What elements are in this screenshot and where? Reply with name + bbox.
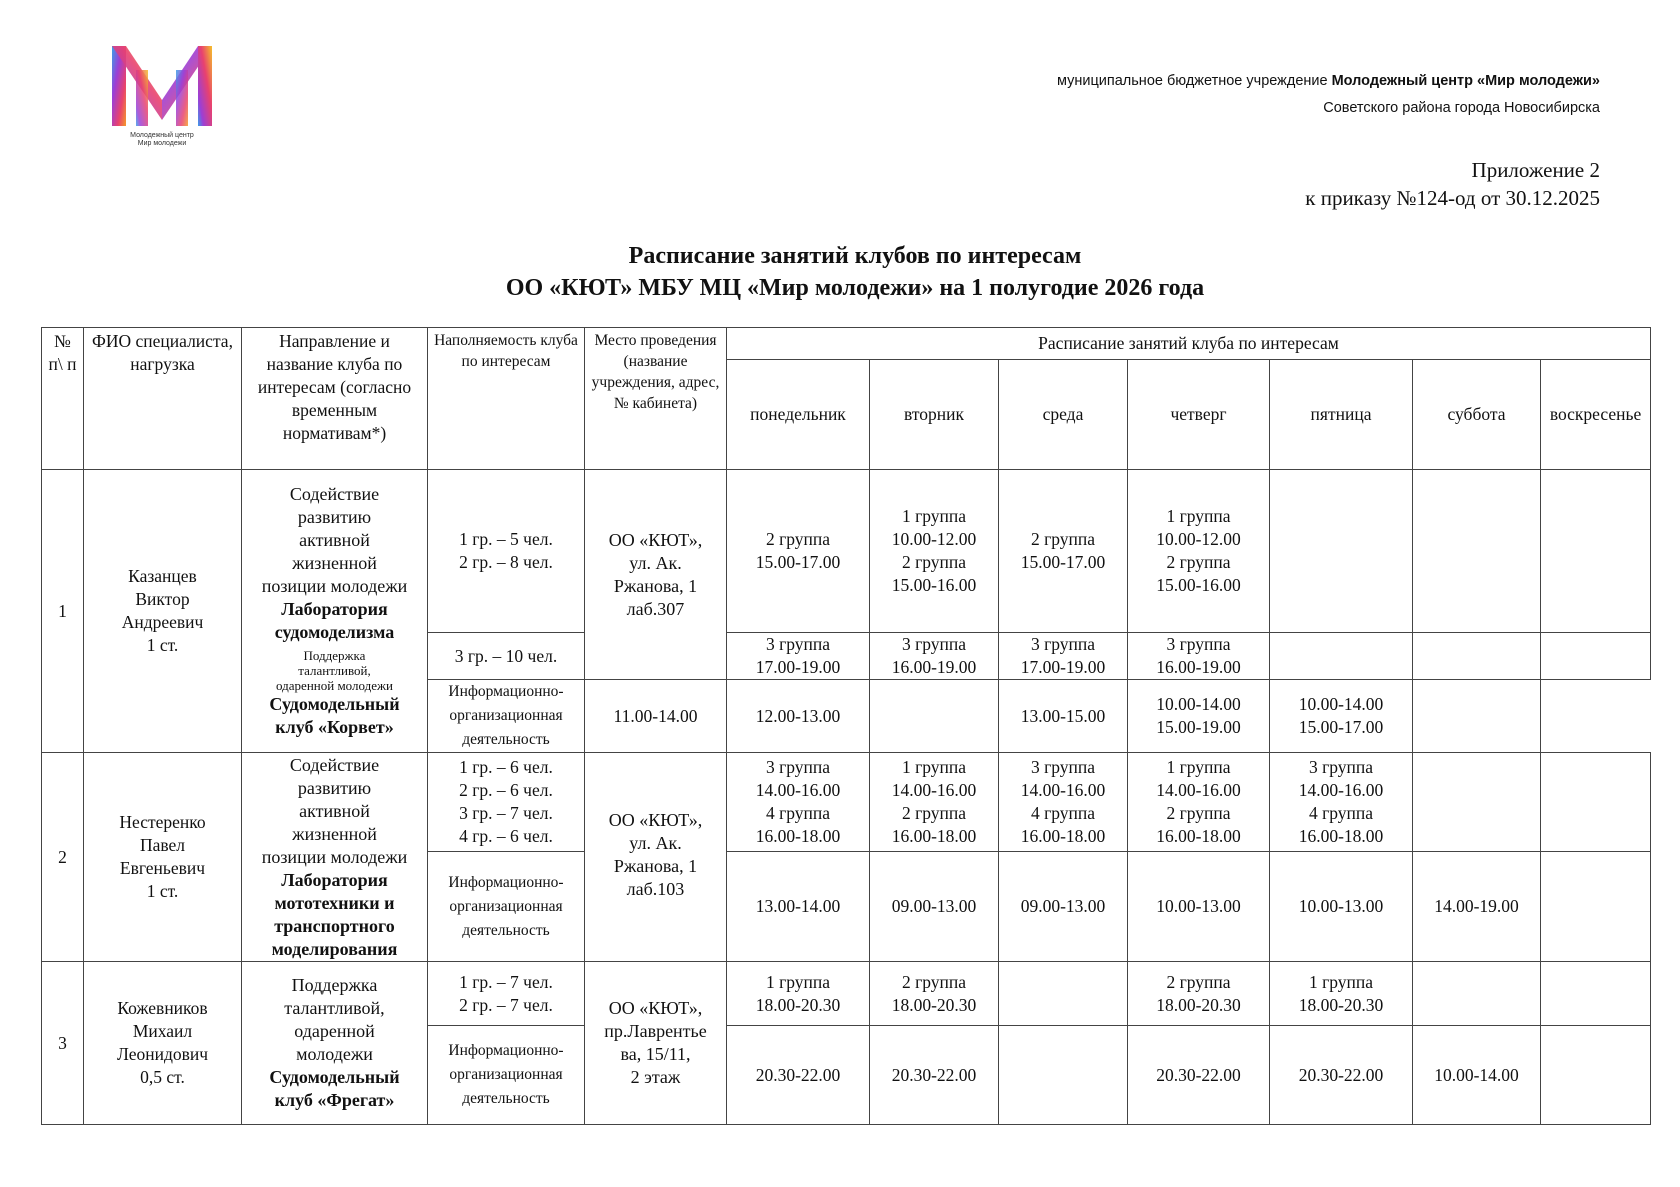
fio-line: Евгеньевич (119, 858, 206, 878)
club-name-line: клуб «Корвет» (275, 717, 394, 737)
direction-line: жизненной (292, 553, 377, 573)
direction-line: развитию (297, 507, 372, 527)
schedule-line: 15.00-16.00 (891, 575, 977, 595)
schedule-line: 4 группа (1308, 803, 1374, 823)
header-day: пятница (1270, 360, 1413, 470)
table-row (42, 962, 1651, 1026)
schedule-line: 18.00-20.30 (1156, 994, 1241, 1015)
fio-line: Павел (139, 835, 186, 855)
schedule-cell (1541, 1026, 1651, 1125)
venue-line: ва, 15/11, (620, 1044, 691, 1064)
schedule-line: 2 группа (1030, 529, 1096, 549)
schedule-cell (999, 852, 1128, 962)
schedule-line: 2 группа (901, 971, 967, 992)
club-direction (242, 470, 428, 753)
venue-line: 2 этаж (630, 1067, 681, 1087)
schedule-line: 3 группа (901, 634, 967, 654)
schedule-line: 20.30-22.00 (891, 1064, 977, 1085)
organization-line-2: Советского района города Новосибирска (1323, 100, 1600, 116)
header-row (42, 328, 1651, 360)
schedule-line: 16.00-18.00 (891, 826, 977, 846)
schedule-line: 15.00-17.00 (1020, 552, 1106, 572)
schedule-table (41, 327, 1651, 1125)
schedule-cell (1541, 633, 1651, 680)
club-name-line: моделирования (271, 938, 398, 959)
schedule-cell (727, 852, 870, 962)
appendix-line-1: Приложение 2 (1471, 158, 1600, 182)
schedule-line: 15.00-16.00 (1156, 575, 1241, 595)
schedule-line: 1 группа (901, 757, 967, 777)
club-name-line: Лаборатория (281, 869, 388, 890)
activity-label: Информационно-организационная деятельность (428, 1026, 585, 1125)
fill-line: 3 гр. – 10 чел. (454, 645, 558, 666)
schedule-line: 12.00-13.00 (755, 705, 841, 726)
schedule-cell (870, 1026, 999, 1125)
direction-line: позиции молодежи (261, 846, 408, 867)
table-row (42, 470, 1651, 633)
fio-line: Михаил (132, 1021, 193, 1041)
schedule-line: 2 группа (1166, 803, 1231, 823)
schedule-line: 10.00-13.00 (1298, 896, 1384, 916)
fio-line: 1 ст. (146, 881, 179, 901)
organization-header (1057, 68, 1600, 122)
schedule-line: 2 группа (901, 803, 967, 823)
schedule-line: 16.00-18.00 (1298, 826, 1384, 846)
schedule-line: 20.30-22.00 (1298, 1064, 1384, 1085)
schedule-cell (999, 470, 1128, 633)
header-day: вторник (870, 360, 999, 470)
direction-line: молодежи (296, 1044, 373, 1064)
schedule-line: 3 группа (765, 757, 831, 777)
schedule-line: 18.00-20.30 (755, 994, 841, 1015)
schedule-cell (585, 680, 727, 753)
schedule-line: 10.00-13.00 (1156, 896, 1241, 916)
schedule-cell (1413, 852, 1541, 962)
header-fill: Наполняемость клуба по интересам (428, 328, 585, 470)
specialist-name (84, 470, 242, 753)
schedule-line: 3 группа (1030, 634, 1096, 654)
venue (585, 753, 727, 962)
schedule-cell (1541, 753, 1651, 852)
schedule-line: 2 группа (1166, 552, 1231, 572)
schedule-line: 15.00-17.00 (1298, 717, 1384, 737)
schedule-line: 3 группа (1030, 757, 1096, 777)
header-number: № п\ п (42, 328, 84, 470)
row-number: 1 (42, 470, 84, 753)
schedule-cell (727, 633, 870, 680)
title-line-2: ОО «КЮТ» МБУ МЦ «Мир молодежи» на 1 полугодие 2026 года (505, 275, 1205, 301)
logo-mark-icon (108, 40, 216, 132)
fio-line: Кожевников (117, 998, 208, 1018)
schedule-line: 10.00-12.00 (891, 529, 977, 549)
venue (585, 470, 727, 680)
schedule-line: 09.00-13.00 (1020, 896, 1106, 916)
schedule-cell (1541, 852, 1651, 962)
schedule-line: 18.00-20.30 (1298, 994, 1384, 1015)
schedule-cell (1413, 753, 1541, 852)
fill-line: 1 гр. – 7 чел. (459, 971, 553, 992)
schedule-cell (727, 962, 870, 1026)
schedule-line: 1 группа (1166, 757, 1231, 777)
schedule-cell (727, 470, 870, 633)
logo-caption-line: Молодежный центр (130, 132, 194, 139)
schedule-cell (870, 753, 999, 852)
schedule-line: 4 группа (765, 803, 831, 823)
schedule-cell (1128, 680, 1270, 753)
direction-line: Поддержка (303, 648, 366, 663)
direction-line: позиции молодежи (261, 576, 408, 596)
group-fill (428, 633, 585, 680)
schedule-line: 4 группа (1030, 803, 1096, 823)
group-fill (428, 753, 585, 852)
schedule-cell (1270, 633, 1413, 680)
direction-line: активной (299, 530, 370, 550)
direction-line: Поддержка (291, 975, 378, 995)
fill-line: 1 гр. – 5 чел. (459, 529, 553, 549)
venue-line: лаб.103 (626, 879, 685, 899)
schedule-cell (1413, 680, 1541, 753)
schedule-line: 16.00-19.00 (1156, 657, 1241, 677)
specialist-name (84, 753, 242, 962)
club-name-line: Судомодельный (269, 1067, 400, 1087)
schedule-cell (870, 680, 999, 753)
header-day: суббота (1413, 360, 1541, 470)
direction-line: Содействие (289, 754, 380, 775)
schedule-line: 14.00-16.00 (1020, 780, 1106, 800)
schedule-cell (1128, 852, 1270, 962)
schedule-line: 2 группа (765, 529, 831, 549)
organization-logo (108, 40, 216, 152)
fio-line: 1 ст. (146, 635, 179, 655)
schedule-cell (870, 962, 999, 1026)
direction-line: Содействие (289, 484, 380, 504)
fill-line: 2 гр. – 8 чел. (459, 552, 553, 572)
schedule-cell (1270, 852, 1413, 962)
organization-name: Молодежный центр «Мир молодежи» (1331, 73, 1600, 89)
schedule-cell (727, 753, 870, 852)
schedule-line: 14.00-19.00 (1434, 896, 1519, 916)
schedule-line: 09.00-13.00 (891, 896, 977, 916)
header-day: воскресенье (1541, 360, 1651, 470)
schedule-line: 11.00-14.00 (613, 705, 698, 726)
direction-line: активной (299, 800, 370, 821)
fill-line: 1 гр. – 6 чел. (459, 757, 553, 777)
schedule-line: 3 группа (1166, 634, 1231, 654)
direction-line: одаренной молодежи (276, 678, 393, 693)
schedule-line: 10.00-14.00 (1298, 694, 1384, 714)
fio-line: Леонидович (116, 1044, 209, 1064)
venue-line: ул. Ак. (629, 552, 682, 573)
schedule-line: 10.00-14.00 (1434, 1064, 1519, 1085)
club-name-line: Судомодельный (269, 694, 400, 714)
specialist-name (84, 962, 242, 1125)
direction-line: талантливой, (284, 998, 385, 1018)
schedule-cell (1413, 470, 1541, 633)
schedule-line: 16.00-18.00 (755, 826, 841, 846)
fio-line: Виктор (135, 589, 190, 609)
schedule-cell (1270, 680, 1413, 753)
venue-line: ОО «КЮТ», (608, 810, 703, 830)
activity-label: Информационно-организационная деятельность (428, 852, 585, 962)
activity-label: Информационно-организационная деятельность (428, 680, 585, 753)
club-name-line: судомоделизма (274, 622, 395, 642)
schedule-cell (1541, 470, 1651, 633)
venue-line: Ржанова, 1 (613, 856, 698, 876)
schedule-line: 15.00-17.00 (755, 552, 841, 572)
schedule-line: 20.30-22.00 (755, 1064, 841, 1085)
schedule-cell (727, 680, 870, 753)
header-place: Место проведения (название учреждения, адрес, № кабинета) (585, 328, 727, 470)
schedule-cell (999, 1026, 1128, 1125)
schedule-cell (1128, 962, 1270, 1026)
schedule-line: 3 группа (765, 634, 831, 654)
schedule-line: 10.00-12.00 (1156, 529, 1241, 549)
schedule-line: 14.00-16.00 (891, 780, 977, 800)
schedule-cell (999, 753, 1128, 852)
fio-line: Казанцев (128, 566, 197, 586)
organization-line-1 (1057, 68, 1600, 95)
direction-line: талантливой, (298, 663, 371, 678)
schedule-line: 17.00-19.00 (1020, 657, 1106, 677)
table-row (42, 753, 1651, 852)
schedule-cell (727, 1026, 870, 1125)
venue (585, 962, 727, 1125)
schedule-line: 16.00-18.00 (1156, 826, 1241, 846)
logo-caption-line: Мир молодежи (137, 140, 187, 147)
schedule-line: 14.00-16.00 (755, 780, 841, 800)
schedule-cell (999, 962, 1128, 1026)
schedule-line: 13.00-15.00 (1020, 705, 1106, 726)
schedule-line: 2 группа (1166, 971, 1231, 992)
club-name-line: транспортного (274, 915, 395, 936)
schedule-cell (1270, 753, 1413, 852)
fill-line: 2 гр. – 6 чел. (459, 780, 553, 800)
schedule-cell (1413, 1026, 1541, 1125)
club-name-line: мототехники и (274, 892, 395, 913)
schedule-cell (870, 852, 999, 962)
appendix-line-2: к приказу №124-од от 30.12.2025 (1305, 186, 1600, 210)
club-name-line: Лаборатория (281, 599, 388, 619)
venue-line: пр.Лаврентье (604, 1021, 707, 1041)
schedule-cell (999, 680, 1128, 753)
venue-line: ОО «КЮТ», (608, 529, 703, 550)
schedule-cell (1413, 633, 1541, 680)
organization-prefix: муниципальное бюджетное учреждение (1056, 73, 1332, 89)
schedule-line: 1 группа (1308, 971, 1374, 992)
schedule-cell (1128, 470, 1270, 633)
venue-line: Ржанова, 1 (613, 575, 698, 596)
schedule-line: 2 группа (901, 552, 967, 572)
header-schedule: Расписание занятий клуба по интересам (727, 328, 1651, 360)
header-day: четверг (1128, 360, 1270, 470)
schedule-line: 16.00-19.00 (891, 657, 977, 677)
club-name-line: клуб «Фрегат» (274, 1090, 395, 1110)
schedule-cell (1128, 753, 1270, 852)
schedule-line: 16.00-18.00 (1020, 826, 1106, 846)
fio-line: 0,5 ст. (140, 1067, 185, 1087)
schedule-cell (1541, 962, 1651, 1026)
club-direction (242, 962, 428, 1125)
club-direction (242, 753, 428, 962)
direction-line: развитию (297, 777, 372, 798)
schedule-line: 20.30-22.00 (1156, 1064, 1241, 1085)
schedule-line: 1 группа (765, 971, 831, 992)
schedule-line: 10.00-14.00 (1156, 694, 1241, 714)
header-day: среда (999, 360, 1128, 470)
venue-line: ОО «КЮТ», (608, 998, 703, 1018)
venue-line: лаб.307 (626, 598, 685, 619)
direction-line: жизненной (292, 823, 377, 844)
schedule-line: 18.00-20.30 (891, 994, 977, 1015)
schedule-cell (1128, 1026, 1270, 1125)
appendix-reference (1305, 156, 1600, 212)
schedule-cell (1413, 962, 1541, 1026)
header-day: понедельник (727, 360, 870, 470)
fill-line: 4 гр. – 6 чел. (459, 826, 553, 846)
venue-line: ул. Ак. (629, 833, 682, 853)
schedule-line: 1 группа (901, 506, 967, 526)
group-fill (428, 470, 585, 633)
schedule-line: 13.00-14.00 (755, 896, 841, 916)
schedule-line: 1 группа (1166, 506, 1231, 526)
schedule-line: 14.00-16.00 (1156, 780, 1241, 800)
title-line-1: Расписание занятий клубов по интересам (628, 243, 1082, 269)
fill-line: 2 гр. – 7 чел. (459, 994, 553, 1015)
fill-line: 3 гр. – 7 чел. (459, 803, 553, 823)
schedule-cell (870, 470, 999, 633)
row-number: 2 (42, 753, 84, 962)
document-title (0, 240, 1680, 304)
schedule-cell (1128, 633, 1270, 680)
logo-caption (108, 132, 216, 148)
schedule-line: 3 группа (1308, 757, 1374, 777)
schedule-cell (999, 633, 1128, 680)
header-fio: ФИО специалиста, нагрузка (84, 328, 242, 470)
schedule-line: 17.00-19.00 (755, 657, 841, 677)
schedule-line: 15.00-19.00 (1156, 717, 1241, 737)
row-number: 3 (42, 962, 84, 1125)
fio-line: Андреевич (121, 612, 204, 632)
header-direction: Направление и название клуба по интересам (согласно временным нормативам*) (242, 328, 428, 470)
direction-line: одаренной (294, 1021, 375, 1041)
schedule-cell (1270, 470, 1413, 633)
schedule-line: 14.00-16.00 (1298, 780, 1384, 800)
schedule-cell (1270, 962, 1413, 1026)
group-fill (428, 962, 585, 1026)
schedule-cell (870, 633, 999, 680)
fio-line: Нестеренко (119, 812, 206, 832)
schedule-cell (1270, 1026, 1413, 1125)
